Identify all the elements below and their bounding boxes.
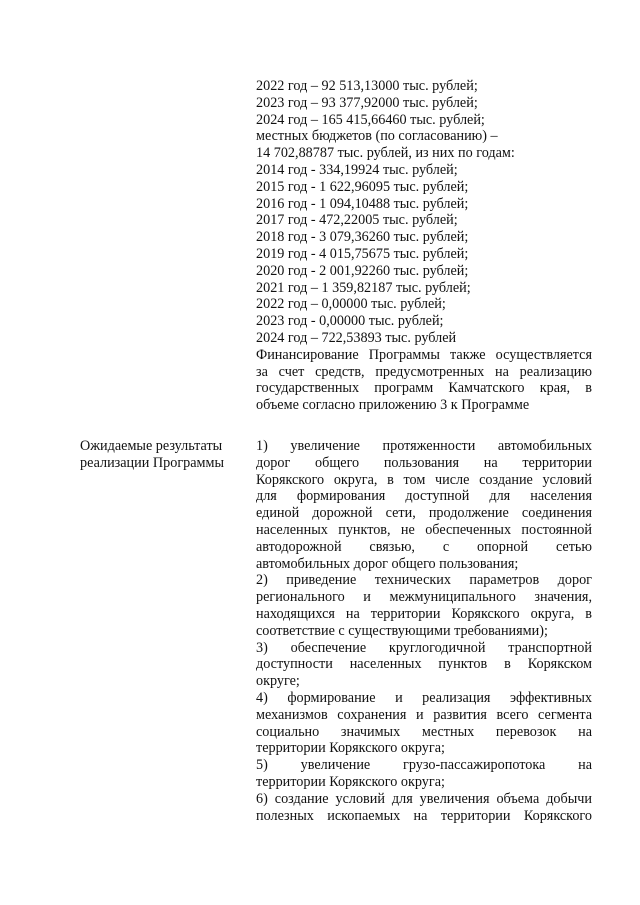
- result-line: территории Корякского округа;: [256, 740, 445, 757]
- result-line: для формирования доступной для населения: [256, 488, 592, 505]
- funding-line: 2023 год – 93 377,92000 тыс. рублей;: [256, 94, 478, 111]
- note-line: государственных программ Камчатского края, в: [256, 380, 592, 397]
- funding-block: [256, 78, 592, 414]
- result-line: населенных пунктов, не обеспеченных постоянной: [256, 521, 592, 538]
- result-item: [256, 572, 592, 639]
- funding-line: 2022 год – 92 513,13000 тыс. рублей;: [256, 78, 478, 94]
- funding-line: 2020 год - 2 001,92260 тыс. рублей;: [256, 262, 469, 279]
- funding-line: 2018 год - 3 079,36260 тыс. рублей;: [256, 229, 469, 246]
- result-line: 5) увеличение грузо-пассажиропотока на: [256, 757, 592, 774]
- funding-line: 2015 год - 1 622,96095 тыс. рублей;: [256, 178, 469, 195]
- funding-line: 2022 год – 0,00000 тыс. рублей;: [256, 296, 446, 313]
- result-line: 3) обеспечение круглогодичной транспортной: [256, 639, 592, 656]
- result-item: [256, 757, 592, 791]
- result-line: регионального и межмуниципального значения,: [256, 589, 592, 606]
- result-line: механизмов сохранения и развития всего сегмента: [256, 706, 592, 723]
- result-item: [256, 690, 592, 757]
- funding-note: [256, 347, 592, 414]
- local-years-list: [256, 162, 592, 347]
- result-line: округе;: [256, 673, 300, 690]
- local-budget-heading: [256, 128, 592, 162]
- funding-line: местных бюджетов (по согласованию) –: [256, 128, 498, 145]
- results-list: [256, 438, 592, 824]
- result-line: 2) приведение технических параметров дорог: [256, 572, 592, 589]
- note-line: Финансирование Программы также осуществляется: [256, 346, 592, 363]
- result-line: 1) увеличение протяженности автомобильных: [256, 438, 592, 454]
- result-item: [256, 791, 592, 825]
- funding-line: 2024 год – 722,53893 тыс. рублей: [256, 329, 457, 346]
- label-line: реализации Программы: [80, 454, 225, 471]
- note-line: за счет средств, предусмотренных на реализацию: [256, 363, 592, 380]
- result-line: находящихся на территории Корякского округа, в: [256, 605, 592, 622]
- results-label: [80, 438, 250, 472]
- result-line: соответствие с существующими требованиями);: [256, 622, 548, 639]
- federal-years-tail: [256, 78, 592, 128]
- result-line: социально значимых местных перевозок на: [256, 723, 592, 740]
- result-line: 4) формирование и реализация эффективных: [256, 689, 592, 706]
- result-item: [256, 438, 592, 572]
- funding-line: 2023 год - 0,00000 тыс. рублей;: [256, 313, 444, 330]
- funding-line: 14 702,88787 тыс. рублей, из них по годам:: [256, 145, 515, 162]
- funding-line: 2024 год – 165 415,66460 тыс. рублей;: [256, 111, 485, 128]
- funding-line: 2019 год - 4 015,75675 тыс. рублей;: [256, 245, 469, 262]
- funding-line: 2021 год – 1 359,82187 тыс. рублей;: [256, 279, 471, 296]
- result-item: [256, 640, 592, 690]
- result-line: 6) создание условий для увеличения объема добычи: [256, 790, 592, 807]
- note-line: объеме согласно приложению 3 к Программе: [256, 397, 530, 414]
- result-line: автодорожной связью, с опорной сетью: [256, 538, 592, 555]
- result-line: автомобильных дорог общего пользования;: [256, 555, 519, 572]
- result-line: единой дорожной сети, продолжение соединения: [256, 505, 592, 522]
- funding-line: 2017 год - 472,22005 тыс. рублей;: [256, 212, 458, 229]
- result-line: полезных ископаемых на территории Корякского: [256, 807, 592, 824]
- funding-line: 2016 год - 1 094,10488 тыс. рублей;: [256, 195, 469, 212]
- result-line: Корякского округа, в том числе создание условий: [256, 471, 592, 488]
- result-line: территории Корякского округа;: [256, 773, 445, 790]
- label-line: Ожидаемые результаты: [80, 438, 223, 454]
- funding-line: 2014 год - 334,19924 тыс. рублей;: [256, 161, 458, 178]
- result-line: доступности населенных пунктов в Корякском: [256, 656, 592, 673]
- result-line: дорог общего пользования на территории: [256, 454, 592, 471]
